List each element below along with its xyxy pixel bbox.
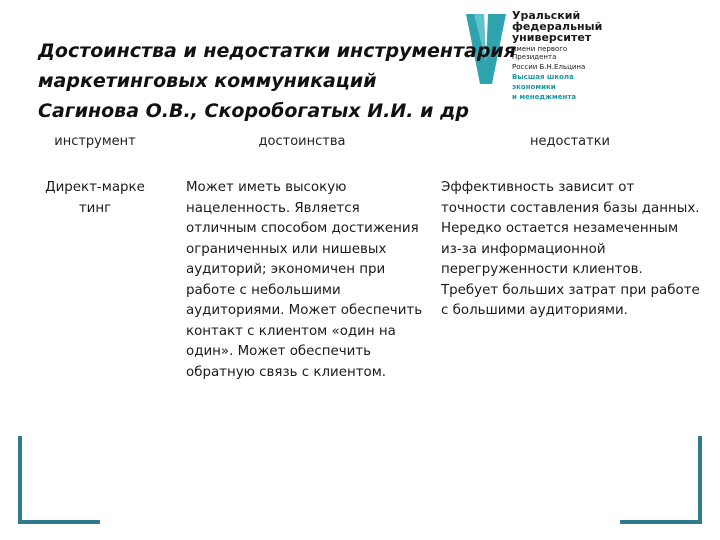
logo-school-line: и менеджмента [512,93,577,101]
logo-school-line: Высшая школа [512,73,574,81]
bracket-vertical [698,436,702,524]
bracket-horizontal [18,520,100,524]
logo-name-line: университет [512,31,592,44]
logo-name-line: федеральный [512,20,603,33]
header-pros: достоинства [258,134,346,149]
logo-school-line: экономики [512,83,556,91]
logo-sub-line: имени первого Президента [512,45,568,61]
title-line-1: Достоинства и недостатки инструментария [38,40,516,62]
slide-title [38,36,678,126]
logo-name-line: Уральский [512,9,581,22]
header-cons: недостатки [530,134,610,149]
title-line-2: маркетинговых коммуникаций [38,70,377,92]
bracket-horizontal [620,520,702,524]
cell-cons: Эффективность зависит от точности составления базы данных. Нередко остается незамеченным из-за информационной перегруженности клиентов. Требует больших затрат при работе с большими аудиториями. [441,180,700,318]
bracket-vertical [18,436,22,524]
title-line-3: Сагинова О.В., Скоробогатых И.И. и др [38,100,469,122]
cell-pros: Может иметь высокую нацеленность. Является отличным способом достижения ограниченных или нишевых аудиторий; экономичен при работе с небольшими аудиториями. Может обеспечить контакт с клиентом «один на один». Может обеспечить обратную связь с клиентом. [186,180,423,380]
logo-sub-line: России Б.Н.Ельцина [512,63,586,71]
cell-tool: Директ-марке тинг [45,180,145,216]
header-tool: инструмент [54,134,136,149]
